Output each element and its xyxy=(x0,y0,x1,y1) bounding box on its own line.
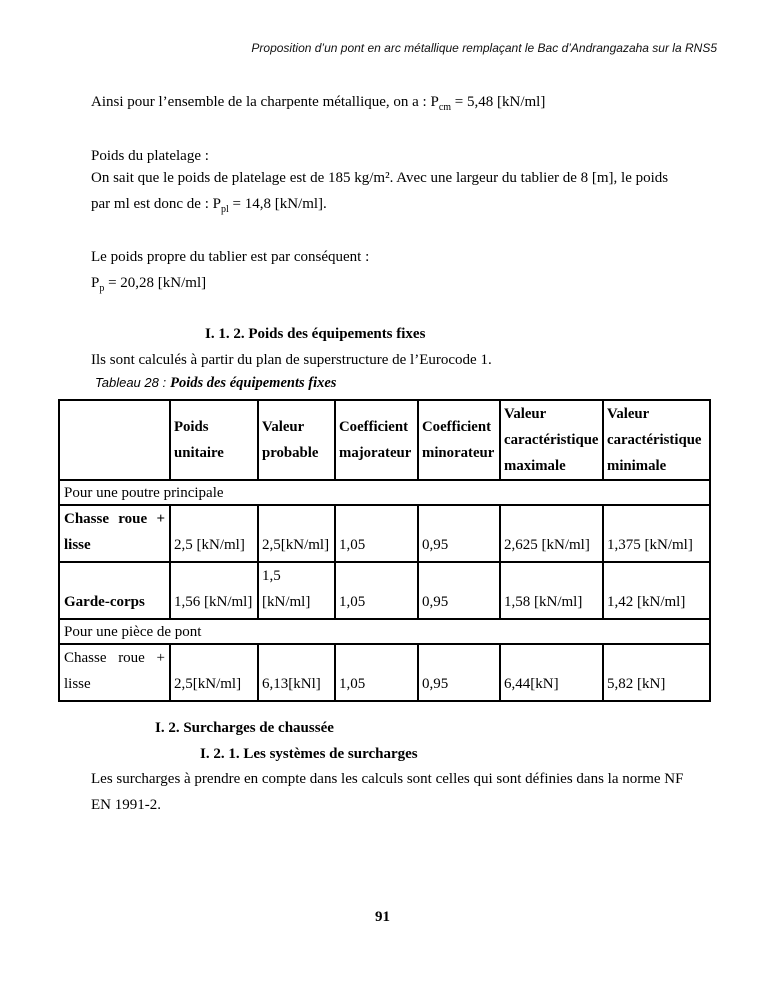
paragraph-charpente-text: Ainsi pour l’ensemble de la charpente métallique, on a : P xyxy=(91,94,439,110)
table-cell: 2,5[kN/ml] xyxy=(170,644,258,701)
table-cell: 1,05 xyxy=(335,644,418,701)
paragraph-platelage-body xyxy=(91,165,668,217)
table-row-chasse-roue-2 xyxy=(59,644,710,701)
equipment-table xyxy=(58,399,711,702)
paragraph-platelage-line2-value: = 14,8 [kN/ml]. xyxy=(228,196,327,212)
column-header-poids-unitaire: Poids unitaire xyxy=(170,400,258,480)
subscript-cm: cm xyxy=(438,102,452,113)
subscript-p: p xyxy=(99,283,105,294)
table-cell: 2,5[kN/ml] xyxy=(258,505,335,562)
table-cell: 6,44[kN] xyxy=(500,644,603,701)
paragraph-poids-propre: Le poids propre du tablier est par conséquent : xyxy=(91,249,370,265)
table-cell: 1,05 xyxy=(335,505,418,562)
heading-equipements-fixes: I. 1. 2. Poids des équipements fixes xyxy=(205,326,426,342)
table-cell: 1,42 [kN/ml] xyxy=(603,562,710,619)
paragraph-surcharges xyxy=(91,766,683,818)
column-header-valeur-caracteristique-maximale: Valeur caractéristique maximale xyxy=(500,400,603,480)
table-cell: 2,5 [kN/ml] xyxy=(170,505,258,562)
table-cell: 5,82 [kN] xyxy=(603,644,710,701)
paragraph-platelage-line2-text: par ml est donc de : P xyxy=(91,196,221,212)
table-section-label: Pour une pièce de pont xyxy=(59,619,710,644)
row-label: Chasse roue + lisse xyxy=(59,644,170,701)
table-section-row-poutre xyxy=(59,480,710,505)
table-row-chasse-roue-1 xyxy=(59,505,710,562)
heading-surcharges-chaussee: I. 2. Surcharges de chaussée xyxy=(155,720,334,736)
paragraph-pp-value xyxy=(91,270,206,296)
table-corner-cell xyxy=(59,400,170,480)
paragraph-pp-symbol: P xyxy=(91,275,100,291)
paragraph-charpente-value: = 5,48 [kN/ml] xyxy=(451,94,546,110)
paragraph-surcharges-line1: Les surcharges à prendre en compte dans les calculs sont celles qui sont définies dans la norme NF xyxy=(91,771,684,787)
paragraph-surcharges-line2: EN 1991-2. xyxy=(91,797,161,813)
paragraph-platelage-line1: On sait que le poids de platelage est de 185 kg/m². Avec une largeur du tablier de 8 [m], le poids xyxy=(91,170,669,186)
paragraph-charpente xyxy=(91,89,545,115)
table-cell: 2,625 [kN/ml] xyxy=(500,505,603,562)
table-cell: 1,375 [kN/ml] xyxy=(603,505,710,562)
column-header-coefficient-minorateur: Coefficient minorateur xyxy=(418,400,500,480)
row-label: Garde-corps xyxy=(59,562,170,619)
table-cell: 1,05 xyxy=(335,562,418,619)
table-section-label: Pour une poutre principale xyxy=(59,480,710,505)
table-cell: 1,5 [kN/ml] xyxy=(258,562,335,619)
table-cell: 1,58 [kN/ml] xyxy=(500,562,603,619)
table-caption xyxy=(95,374,336,392)
table-section-row-piece-de-pont xyxy=(59,619,710,644)
column-header-valeur-probable: Valeur probable xyxy=(258,400,335,480)
heading-systemes-surcharges: I. 2. 1. Les systèmes de surcharges xyxy=(200,746,418,762)
table-caption-label: Tableau 28 : xyxy=(95,375,167,390)
paragraph-platelage-line2 xyxy=(91,191,668,217)
table-cell: 1,56 [kN/ml] xyxy=(170,562,258,619)
paragraph-pp-number: = 20,28 [kN/ml] xyxy=(104,275,207,291)
paragraph-platelage-title: Poids du platelage : xyxy=(91,148,209,164)
table-header-row xyxy=(59,400,710,480)
table-cell: 6,13[kNl] xyxy=(258,644,335,701)
table-row-garde-corps xyxy=(59,562,710,619)
page-number: 91 xyxy=(375,909,390,925)
running-header: Proposition d’un pont en arc métallique remplaçant le Bac d’Andrangazaha sur la RNS5 xyxy=(251,41,717,55)
table-caption-title: Poids des équipements fixes xyxy=(170,375,337,391)
paragraph-eurocode: Ils sont calculés à partir du plan de superstructure de l’Eurocode 1. xyxy=(91,352,492,368)
table-cell: 0,95 xyxy=(418,644,500,701)
table-cell: 0,95 xyxy=(418,505,500,562)
row-label: Chasse roue + lisse xyxy=(59,505,170,562)
subscript-pl: pl xyxy=(220,204,229,215)
column-header-valeur-caracteristique-minimale: Valeur caractéristique minimale xyxy=(603,400,710,480)
table-cell: 0,95 xyxy=(418,562,500,619)
column-header-coefficient-majorateur: Coefficient majorateur xyxy=(335,400,418,480)
